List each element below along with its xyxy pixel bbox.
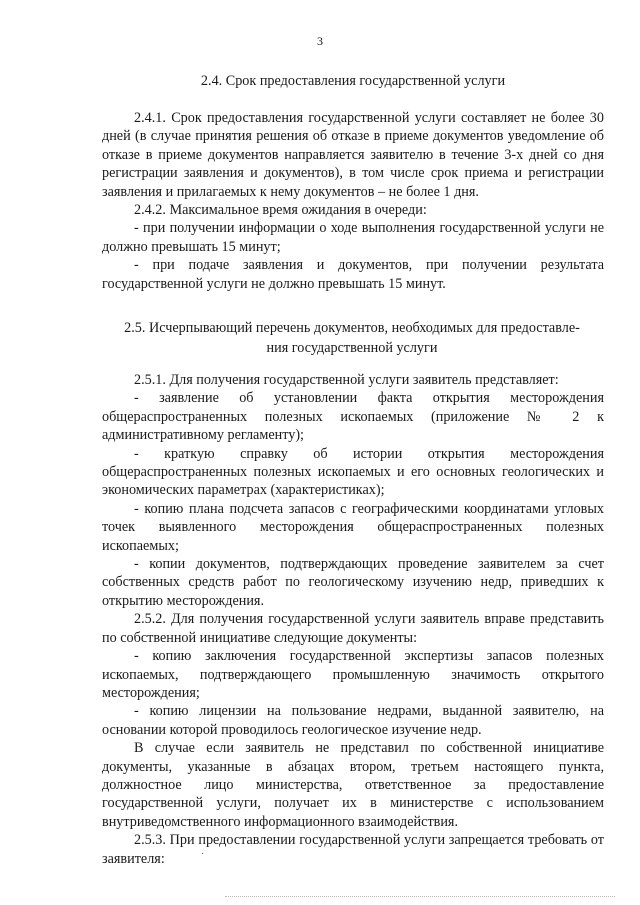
section-body-2-5	[102, 371, 604, 868]
section-title-2-4: 2.4. Срок предоставления государственной услуги	[200, 73, 506, 89]
paragraph: 2.5.1. Для получения государственной услуги заявитель представляет:	[134, 372, 559, 388]
paragraph: - заявление об установлении факта открытия месторождения общераспространенных полезных ископаемых (приложение № 2 к административному регламенту);	[102, 390, 604, 444]
paragraph: - копию заключения государственной экспертизы запасов полезных ископаемых, подтверждающего промышленную значимость открытого месторождения;	[102, 648, 604, 701]
paragraph: - краткую справку об истории открытия месторождения общераспространенных полезных ископаемых и его основных геологических и экономических параметрах (характеристиках);	[102, 445, 604, 499]
paragraph: - при получении информации о ходе выполнения государственной услуги не должно превышать 15 минут;	[102, 220, 604, 255]
paragraph: 2.5.3. При предоставлении государственной услуги запрещается требовать от заявителя:	[102, 832, 604, 867]
paragraph: - копию лицензии на пользование недрами, выданной заявителю, на основании которой проводилось геологическое изучение недр.	[102, 703, 604, 738]
scan-artifact-dot: ·	[201, 849, 205, 860]
section-body-2-4	[102, 109, 604, 293]
section-title-2-5	[100, 318, 604, 358]
page-number: 3	[317, 34, 323, 48]
paragraph: 2.4.2. Максимальное время ожидания в очереди:	[134, 202, 427, 219]
section-title-line: ния государственной услуги	[266, 340, 438, 356]
scan-artifact-line	[225, 896, 615, 897]
paragraph: - копию плана подсчета запасов с географическими координатами угловых точек выявленного месторождения общераспространенных полезных ископаемых;	[102, 500, 604, 554]
section-title-line: 2.5. Исчерпывающий перечень документов, необходимых для предоставле-	[124, 320, 580, 336]
paragraph: 2.4.1. Срок предоставления государственной услуги составляет не более 30 дней (в случае принятия решения об отказе в приеме документов уведомление об отказе в приеме документов направляется заявителю в течение 3-х дней со дня регистрации заявления и документов), в том числе срок приема и регистрации заявления и прилагаемых к нему документов – не более 1 дня.	[102, 110, 604, 200]
paragraph: В случае если заявитель не представил по собственной инициативе документы, указанные в абзацах втором, третьем настоящего пункта, должностное лицо министерства, ответственное за предоставление государственной услуги, получает их в министерстве с использованием внутриведомственного информационного взаимодействия.	[102, 740, 604, 830]
paragraph: 2.5.2. Для получения государственной услуги заявитель вправе представить по собственной инициативе следующие документы:	[102, 611, 604, 646]
paragraph: - при подаче заявления и документов, при получении результата государственной услуги не должно превышать 15 минут.	[102, 257, 604, 292]
paragraph: - копии документов, подтверждающих проведение заявителем за счет собственных средств работ по геологическому изучению недр, приведших к открытию месторождения.	[102, 556, 604, 609]
